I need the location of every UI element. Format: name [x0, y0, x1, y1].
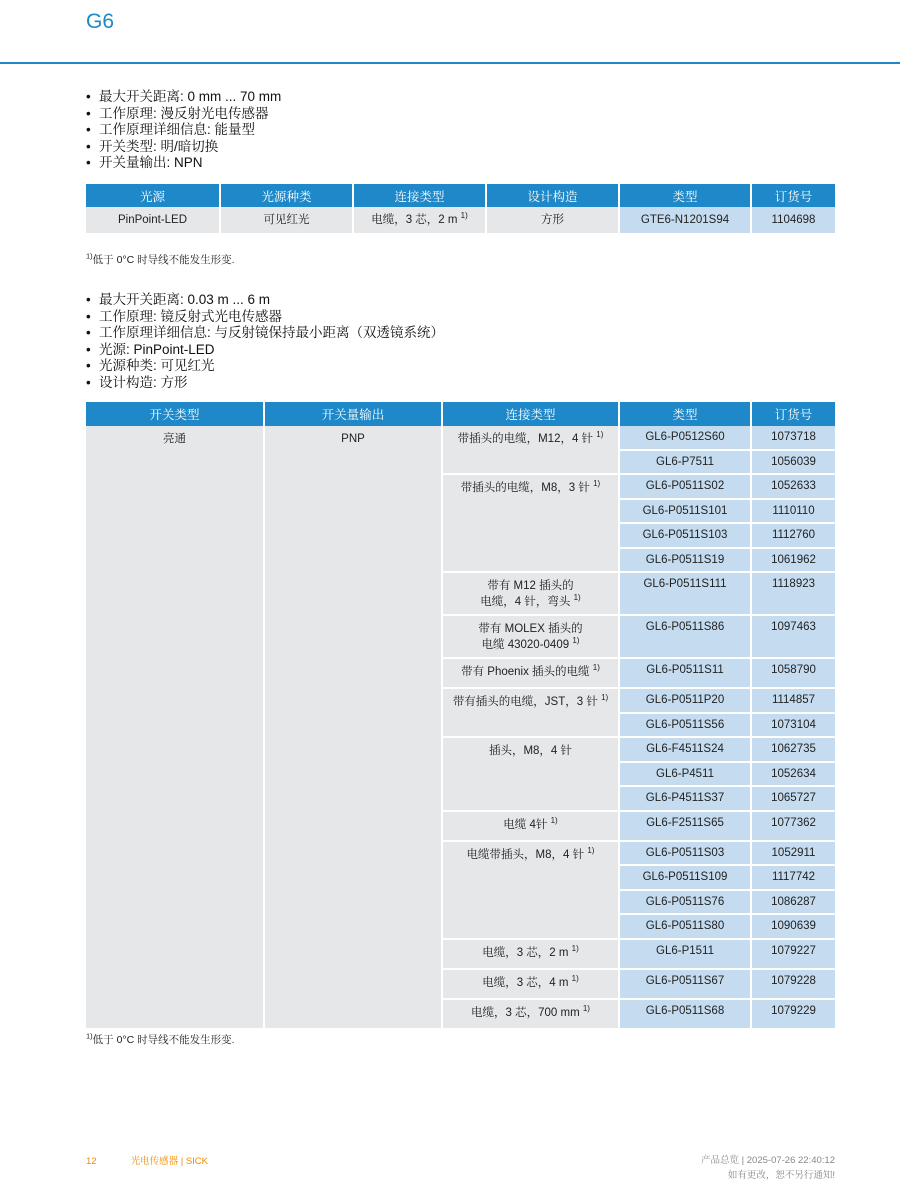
type-cell: GL6-P4511 [619, 762, 751, 787]
order-number-cell: 1062735 [751, 737, 835, 762]
type-cell: GL6-P0511P20 [619, 688, 751, 713]
type-cell: GL6-P0511S80 [619, 914, 751, 939]
connection-text: 电缆，3 芯，4 m [482, 976, 569, 989]
connection-text: 带有插头的电缆，JST，3 针 [452, 696, 598, 708]
spec-item: • 工作原理详细信息: 与反射镜保持最小距离（双透镜系统） [86, 325, 444, 342]
light-source-cell: PinPoint-LED [86, 207, 220, 234]
connection-text: 带插头的电缆，M12，4 针 [457, 433, 594, 445]
column-header: 光源 [86, 184, 220, 207]
type-cell: GL6-P0511S11 [619, 658, 751, 688]
table-header-row [86, 402, 835, 426]
column-header: 类型 [619, 402, 751, 426]
order-number-cell: 1052911 [751, 841, 835, 866]
order-number-cell: 1073718 [751, 426, 835, 450]
footnote-ref: 1) [550, 815, 558, 825]
spec-item: • 最大开关距离: 0 mm ... 70 mm [86, 89, 281, 106]
order-number-cell: 1058790 [751, 658, 835, 688]
design-cell: 方形 [486, 207, 619, 234]
connection-cell [442, 841, 619, 939]
connection-text: 电缆，4 针，弯头 [480, 596, 571, 608]
order-number-cell: 1079227 [751, 939, 835, 969]
type-cell: GTE6-N1201S94 [619, 207, 751, 234]
order-number-cell: 1056039 [751, 450, 835, 475]
type-cell: GL6-P0512S60 [619, 426, 751, 450]
connection-text: 带有 Phoenix 插头的电缆 [461, 666, 590, 678]
connection-cell [442, 939, 619, 969]
column-header: 光源种类 [220, 184, 353, 207]
order-number-cell: 1090639 [751, 914, 835, 939]
switch-type-cell: 亮通 [86, 426, 264, 1029]
connection-text: 电缆，3 芯，700 mm [471, 1006, 580, 1019]
connection-cell [442, 688, 619, 737]
footnote-mark: 1) [86, 251, 93, 261]
connection-cell [442, 737, 619, 811]
connection-cell [442, 999, 619, 1029]
column-header: 连接类型 [442, 402, 619, 426]
light-type-cell: 可见红光 [220, 207, 353, 234]
footnote-ref: 1) [582, 1003, 590, 1013]
table-row [86, 426, 835, 450]
order-number-cell: 1097463 [751, 615, 835, 658]
order-number-cell: 1079229 [751, 999, 835, 1029]
footnote [86, 252, 235, 267]
column-header: 类型 [619, 184, 751, 207]
spec-item: • 设计构造: 方形 [86, 375, 444, 392]
column-header: 设计构造 [486, 184, 619, 207]
order-number-cell: 1077362 [751, 811, 835, 841]
order-number-cell: 1061962 [751, 548, 835, 573]
spec-list-2 [86, 292, 444, 391]
footnote-text: 低于 0°C 时导线不能发生形变. [92, 1034, 235, 1046]
footnote-ref: 1) [572, 636, 580, 646]
connection-cell [442, 811, 619, 841]
column-header: 连接类型 [353, 184, 486, 207]
connection-text: 插头，M8，4 针 [488, 745, 573, 757]
order-number-cell: 1112760 [751, 523, 835, 548]
footnote-ref: 1) [571, 943, 579, 953]
order-number-cell: 1079228 [751, 969, 835, 999]
type-cell: GL6-P0511S19 [619, 548, 751, 573]
spec-item: • 工作原理详细信息: 能量型 [86, 122, 281, 139]
order-number-cell: 1114857 [751, 688, 835, 713]
footnote [86, 1032, 235, 1047]
footnote-ref: 1) [601, 693, 609, 703]
page-header-title: G6 [86, 10, 115, 33]
footnote-ref: 1) [571, 973, 579, 983]
type-cell: GL6-P7511 [619, 450, 751, 475]
spec-item: • 开关类型: 明/暗切换 [86, 139, 281, 156]
column-header: 开关量输出 [264, 402, 442, 426]
connection-text: 电缆 43020-0409 [481, 639, 570, 651]
type-cell: GL6-P0511S03 [619, 841, 751, 866]
connection-cell [442, 426, 619, 474]
spec-item: • 工作原理: 漫反射光电传感器 [86, 106, 281, 123]
footnote-text: 低于 0°C 时导线不能发生形变. [92, 254, 235, 266]
order-number-cell: 1073104 [751, 713, 835, 738]
type-cell: GL6-P0511S56 [619, 713, 751, 738]
connection-text: 带有 MOLEX 插头的 [478, 623, 583, 635]
footnote-ref: 1) [592, 663, 600, 673]
column-header: 开关类型 [86, 402, 264, 426]
type-cell: GL6-P0511S101 [619, 499, 751, 524]
connection-cell [353, 207, 486, 234]
header-divider [0, 62, 900, 64]
footer-section-label: 光电传感器 | SICK [130, 1156, 208, 1167]
order-number-cell: 1052633 [751, 474, 835, 499]
footnote-ref: 1) [587, 845, 595, 855]
connection-text: 电缆 4针 [503, 818, 548, 831]
connection-cell [442, 658, 619, 688]
type-cell: GL6-P0511S86 [619, 615, 751, 658]
type-cell: GL6-P0511S109 [619, 865, 751, 890]
column-header: 订货号 [751, 402, 835, 426]
connection-text: 电缆，3 芯，2 m [482, 946, 569, 959]
order-number-cell: 1110110 [751, 499, 835, 524]
connection-text: 带有 M12 插头的 [487, 580, 574, 592]
connection-cell [442, 572, 619, 615]
type-cell: GL6-P0511S02 [619, 474, 751, 499]
connection-text: 带插头的电缆，M8，3 针 [460, 482, 590, 494]
type-cell: GL6-P0511S76 [619, 890, 751, 915]
connection-text: 电缆，3 芯，2 m [371, 214, 458, 226]
spec-item: • 开关量输出: NPN [86, 155, 281, 172]
page-footer-right [701, 1153, 835, 1183]
spec-item: • 最大开关距离: 0.03 m ... 6 m [86, 292, 444, 309]
product-table-1 [86, 184, 835, 235]
product-table-2 [86, 402, 835, 1030]
spec-item: • 光源种类: 可见红光 [86, 358, 444, 375]
spec-item: • 工作原理: 镜反射式光电传感器 [86, 309, 444, 326]
footer-date-line: 产品总览 | 2025-07-26 22:40:12 [701, 1155, 835, 1166]
connection-cell [442, 615, 619, 658]
type-cell: GL6-F4511S24 [619, 737, 751, 762]
connection-cell [442, 969, 619, 999]
output-cell: PNP [264, 426, 442, 1029]
connection-text: 电缆带插头，M8，4 针 [466, 848, 585, 861]
footnote-ref: 1) [460, 211, 468, 221]
type-cell: GL6-P0511S111 [619, 572, 751, 615]
type-cell: GL6-P0511S68 [619, 999, 751, 1029]
footnote-ref: 1) [596, 430, 604, 440]
footnote-ref: 1) [573, 593, 581, 603]
page-footer-left [86, 1153, 242, 1167]
type-cell: GL6-P0511S67 [619, 969, 751, 999]
spec-item: • 光源: PinPoint-LED [86, 342, 444, 359]
table-row [86, 207, 835, 234]
column-header: 订货号 [751, 184, 835, 207]
footnote-mark: 1) [86, 1031, 93, 1041]
type-cell: GL6-P1511 [619, 939, 751, 969]
connection-cell [442, 474, 619, 572]
spec-list-1 [86, 89, 281, 172]
order-number-cell: 1118923 [751, 572, 835, 615]
type-cell: GL6-P4511S37 [619, 786, 751, 811]
type-cell: GL6-F2511S65 [619, 811, 751, 841]
order-number-cell: 1052634 [751, 762, 835, 787]
page-number: 12 [86, 1156, 97, 1167]
footer-disclaimer: 如有更改，恕不另行通知! [727, 1170, 835, 1181]
type-cell: GL6-P0511S103 [619, 523, 751, 548]
order-number-cell: 1065727 [751, 786, 835, 811]
order-number-cell: 1104698 [751, 207, 835, 234]
order-number-cell: 1086287 [751, 890, 835, 915]
footnote-ref: 1) [593, 479, 601, 489]
table-header-row [86, 184, 835, 207]
order-number-cell: 1117742 [751, 865, 835, 890]
